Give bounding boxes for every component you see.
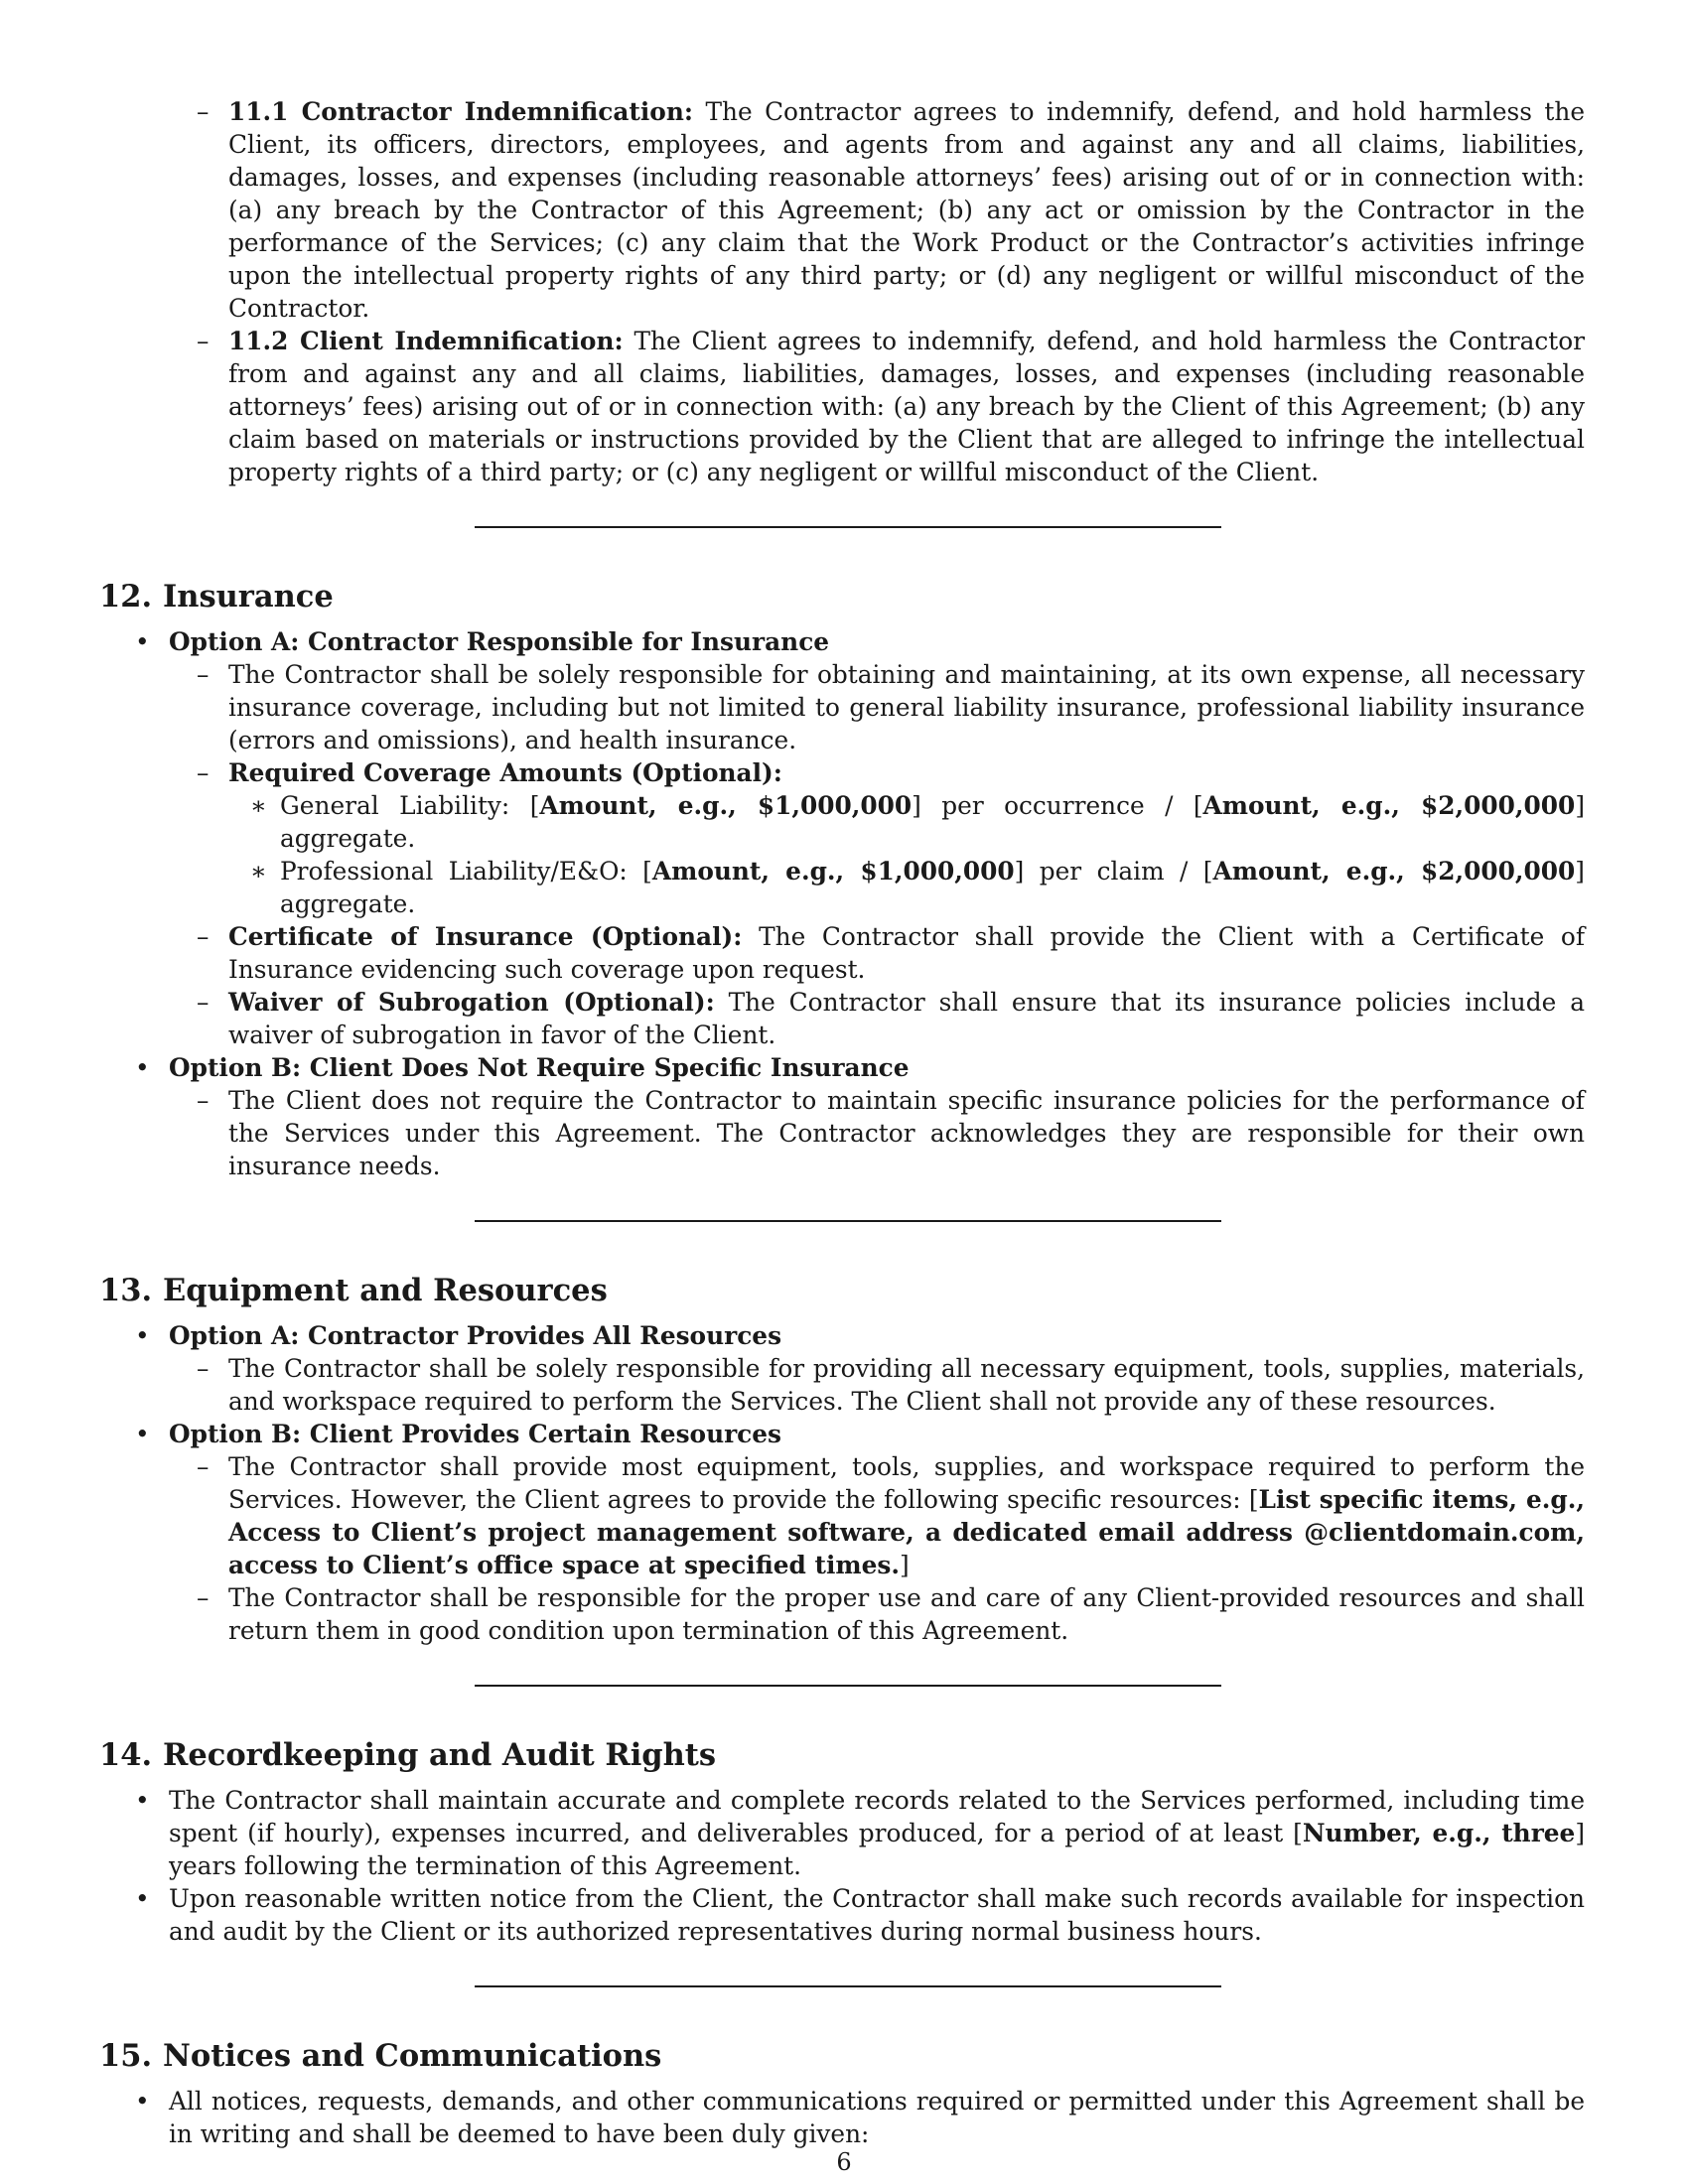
clause-label: 11.2 Client Indemnification:: [228, 327, 624, 355]
horizontal-rule: [475, 526, 1221, 528]
section-heading-equipment: 13. Equipment and Resources: [99, 1273, 608, 1308]
placeholder-text: List specific items, e.g., Access to Client’s project management software, a dedicated email address @clientdomain.com, access to Client’s office space at specified times.: [228, 1485, 1586, 1579]
list-item: [99, 95, 1585, 325]
list-item: • The Contractor shall maintain accurate and complete records related to the Services performed, including time spent (if hourly), expenses incurred, and deliverables produced, for a period of at least [Number, e.g., three] years following the termination of this Agreement.: [99, 1784, 1585, 1882]
section-14-list: [99, 1784, 1585, 1948]
document-page: [99, 95, 1585, 2150]
list-item: ∗ Professional Liability/E&O: [Amount, e.g., $1,000,000] per claim / [Amount, e.g., $2,000,000] aggregate.: [99, 855, 1585, 920]
list-item: – The Contractor shall provide most equipment, tools, supplies, and workspace required to perform the Services. However, the Client agrees to provide the following specific resources: [List specific items, e.g., Access to Client’s project management software, a dedicated email address @clientdomain.com, access to Client’s office space at specified times.]: [99, 1450, 1585, 1581]
list-item: [99, 325, 1585, 488]
list-item: [99, 1051, 1585, 1182]
list-item: • All notices, requests, demands, and other communications required or permitted under this Agreement shall be in writing and shall be deemed to have been duly given:: [99, 2085, 1585, 2150]
section-heading-insurance: 12. Insurance: [99, 579, 334, 614]
horizontal-rule: [475, 1220, 1221, 1222]
option-title: Option B: Client Does Not Require Specific Insurance: [169, 1053, 910, 1082]
clause-label: 11.1 Contractor Indemnification:: [228, 97, 694, 126]
list-item: [99, 756, 1585, 920]
section-13-list: [99, 1319, 1585, 1647]
section-12-list: [99, 625, 1585, 1182]
section-heading-recordkeeping: 14. Recordkeeping and Audit Rights: [99, 1737, 717, 1773]
horizontal-rule: [475, 1985, 1221, 1987]
list-item: – The Client does not require the Contractor to maintain specific insurance policies for the performance of the Services under this Agreement. The Contractor acknowledges they are responsible for their own insurance needs.: [99, 1084, 1585, 1182]
list-item: • Upon reasonable written notice from the Client, the Contractor shall make such records available for inspection and audit by the Client or its authorized representatives during normal business hours.: [99, 1882, 1585, 1948]
section-11-list: [99, 95, 1585, 488]
list-item: [99, 1319, 1585, 1418]
list-item: [99, 625, 1585, 1051]
clause-text: The Client agrees to indemnify, defend, and hold harmless the Contractor from and against any and all claims, liabilities, damages, losses, and expenses (including reasonable attorneys’ fees) arising out of or in connection with: (a) any breach by the Client of this Agreement; (b) any claim based on materials or instructions provided by the Client that are alleged to infringe the intellectual property rights of a third party; or (c) any negligent or willful misconduct of the Client.: [228, 327, 1585, 486]
subsection-label: Required Coverage Amounts (Optional):: [228, 758, 782, 787]
list-item: – The Contractor shall be responsible for the proper use and care of any Client-provided resources and shall return them in good condition upon termination of this Agreement.: [99, 1581, 1585, 1647]
section-15-list: [99, 2085, 1585, 2150]
option-title: Option B: Client Provides Certain Resources: [169, 1420, 782, 1448]
option-title: Option A: Contractor Provides All Resources: [169, 1321, 782, 1350]
list-item: – Waiver of Subrogation (Optional): The Contractor shall ensure that its insurance policies include a waiver of subrogation in favor of the Client.: [99, 986, 1585, 1051]
placeholder-text: Number, e.g., three: [1302, 1819, 1576, 1847]
page-number: 6: [836, 2148, 852, 2176]
list-item: – The Contractor shall be solely responsible for providing all necessary equipment, tools, supplies, materials, and workspace required to perform the Services. The Client shall not provide any of these resources.: [99, 1352, 1585, 1418]
list-item: – The Contractor shall be solely responsible for obtaining and maintaining, at its own expense, all necessary insurance coverage, including but not limited to general liability insurance, professional liability insurance (errors and omissions), and health insurance.: [99, 658, 1585, 756]
clause-text: The Contractor agrees to indemnify, defend, and hold harmless the Client, its officers, directors, employees, and agents from and against any and all claims, liabilities, damages, losses, and expenses (including reasonable attorneys’ fees) arising out of or in connection with: (a) any breach by the Contractor of this Agreement; (b) any act or omission by the Contractor in the performance of the Services; (c) any claim that the Work Product or the Contractor’s activities infringe upon the intellectual property rights of any third party; or (d) any negligent or willful misconduct of the Contractor.: [228, 97, 1585, 323]
horizontal-rule: [475, 1685, 1221, 1687]
list-item: [99, 1418, 1585, 1647]
option-title: Option A: Contractor Responsible for Insurance: [169, 627, 830, 656]
list-item: – Certificate of Insurance (Optional): The Contractor shall provide the Client with a Certificate of Insurance evidencing such coverage upon request.: [99, 920, 1585, 986]
list-item: ∗ General Liability: [Amount, e.g., $1,000,000] per occurrence / [Amount, e.g., $2,000,000] aggregate.: [99, 789, 1585, 855]
section-heading-notices: 15. Notices and Communications: [99, 2038, 662, 2074]
